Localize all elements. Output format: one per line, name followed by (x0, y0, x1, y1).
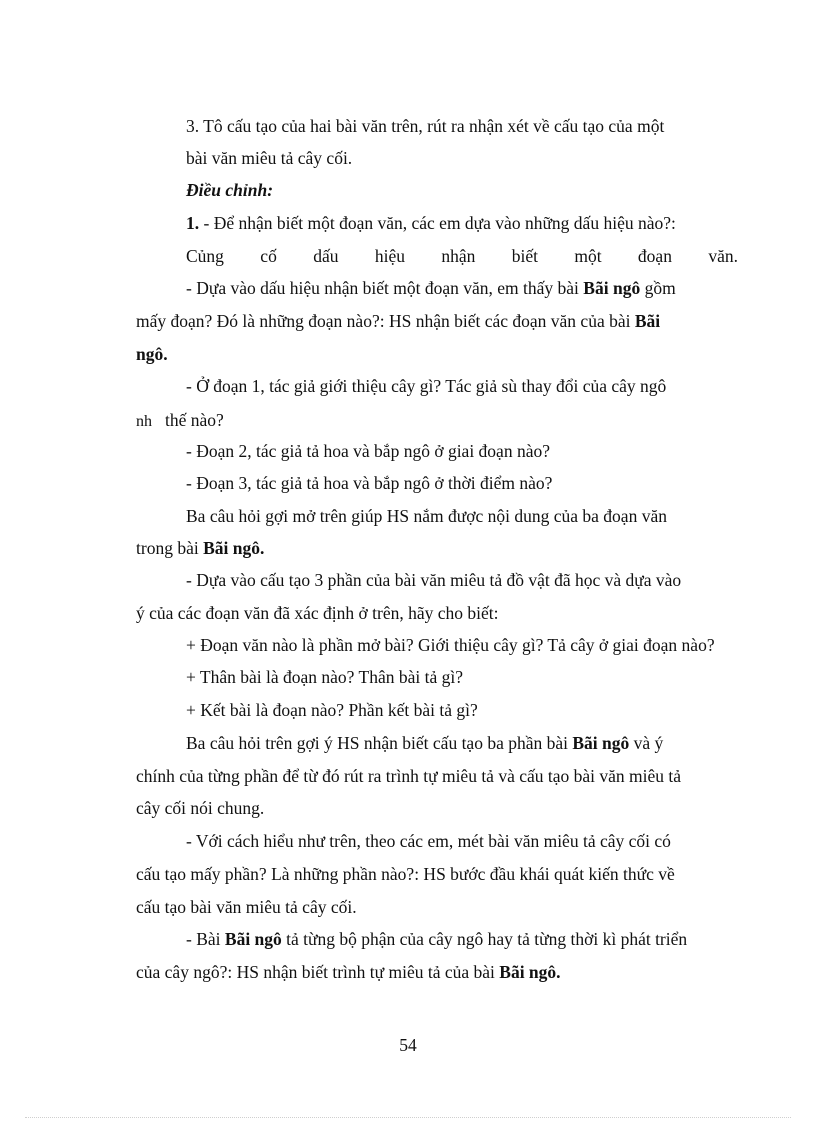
paragraph-line: bài văn miêu tả cây cối. (186, 148, 353, 168)
title-reference: Bãi ngô (583, 278, 641, 298)
paragraph-text: của cây ngô?: HS nhận biết trình tự miêu tả của bài (136, 962, 500, 982)
paragraph-line: ý của các đoạn văn đã xác định ở trên, hãy cho biết: (136, 603, 499, 623)
stray-fragment: nh (136, 413, 152, 430)
paragraph-line: - Đoạn 3, tác giả tả hoa và bắp ngô ở thời điểm nào? (186, 473, 553, 493)
word: dấu (313, 246, 339, 266)
paragraph-line (186, 923, 687, 955)
paragraph-text: Ba câu hỏi trên gợi ý HS nhận biết cấu tạo ba phần bài (186, 733, 573, 753)
paragraph-text: mấy đoạn? Đó là những đoạn nào?: HS nhận biết các đoạn văn của bài (136, 311, 635, 331)
paragraph-line: cấu tạo bài văn miêu tả cây cối. (136, 897, 357, 917)
paragraph-text: - Để nhận biết một đoạn văn, các em dựa vào những dấu hiệu nào?: (199, 213, 676, 233)
paragraph-line: + Kết bài là đoạn nào? Phần kết bài tả gì? (186, 700, 478, 720)
paragraph-text: và ý (629, 733, 664, 753)
paragraph-text: - Bài (186, 929, 225, 949)
justified-line (186, 240, 738, 272)
word: cố (260, 246, 277, 266)
paragraph-line: cây cối nói chung. (136, 798, 265, 818)
paragraph-line: thế nào? (165, 410, 224, 430)
title-reference: Bãi ngô. (203, 538, 265, 558)
title-reference: Bãi (634, 311, 661, 331)
paragraph-line: - Dựa vào cấu tạo 3 phần của bài văn miêu tả đồ vật đã học và dựa vào (186, 570, 682, 590)
title-reference: ngô. (136, 344, 168, 364)
paragraph-line (136, 305, 660, 337)
word: văn. (708, 246, 738, 266)
paragraph-line: + Thân bài là đoạn nào? Thân bài tả gì? (186, 667, 463, 687)
paragraph-line: - Với cách hiểu như trên, theo các em, mét bài văn miêu tả cây cối có (186, 831, 671, 851)
paragraph-line: cấu tạo mấy phần? Là những phần nào?: HS bước đầu khái quát kiến thức về (136, 864, 675, 884)
paragraph-line: + Đoạn văn nào là phần mở bài? Giới thiệu cây gì? Tả cây ở giai đoạn nào? (186, 635, 715, 655)
title-reference: Bãi ngô (572, 733, 630, 753)
paragraph-line (136, 956, 561, 988)
title-reference: Bãi ngô. (499, 962, 561, 982)
paragraph-text: trong bài (136, 538, 204, 558)
paragraph-line (186, 207, 676, 239)
paragraph-line: - Đoạn 2, tác giả tả hoa và bắp ngô ở giai đoạn nào? (186, 441, 550, 461)
paragraph-line: - Ở đoạn 1, tác giả giới thiệu cây gì? Tác giả sù thay đổi của cây ngô (186, 376, 667, 396)
paragraph-line (186, 240, 738, 272)
paragraph-line: Ba câu hỏi gợi mở trên giúp HS nắm được nội dung của ba đoạn văn (186, 506, 667, 526)
word: Củng (186, 246, 224, 266)
paragraph-line (186, 272, 676, 304)
paragraph-text: gồm (640, 278, 676, 298)
paragraph-line (186, 727, 663, 759)
section-heading: Điều chỉnh: (186, 180, 274, 200)
title-reference: Bãi ngô (224, 929, 282, 949)
paragraph-line (136, 532, 264, 564)
page-number: 54 (399, 1035, 417, 1055)
word: đoạn (637, 246, 672, 266)
paragraph-line: chính của từng phần để từ đó rút ra trình tự miêu tả và cấu tạo bài văn miêu tả (136, 766, 682, 786)
word: hiệu (374, 246, 405, 266)
page-bottom-divider (25, 1117, 791, 1118)
paragraph-line (136, 338, 168, 370)
paragraph-line: 3. Tô cấu tạo của hai bài văn trên, rút ra nhận xét về cấu tạo của một (186, 116, 665, 136)
paragraph-text: tả từng bộ phận của cây ngô hay tả từng thời kì phát triển (281, 929, 688, 949)
word: nhận (441, 246, 476, 266)
word: một (574, 246, 602, 266)
paragraph-text: - Dựa vào dấu hiệu nhận biết một đoạn văn, em thấy bài (186, 278, 584, 298)
item-number: 1. (186, 213, 200, 233)
word: biết (511, 246, 538, 266)
